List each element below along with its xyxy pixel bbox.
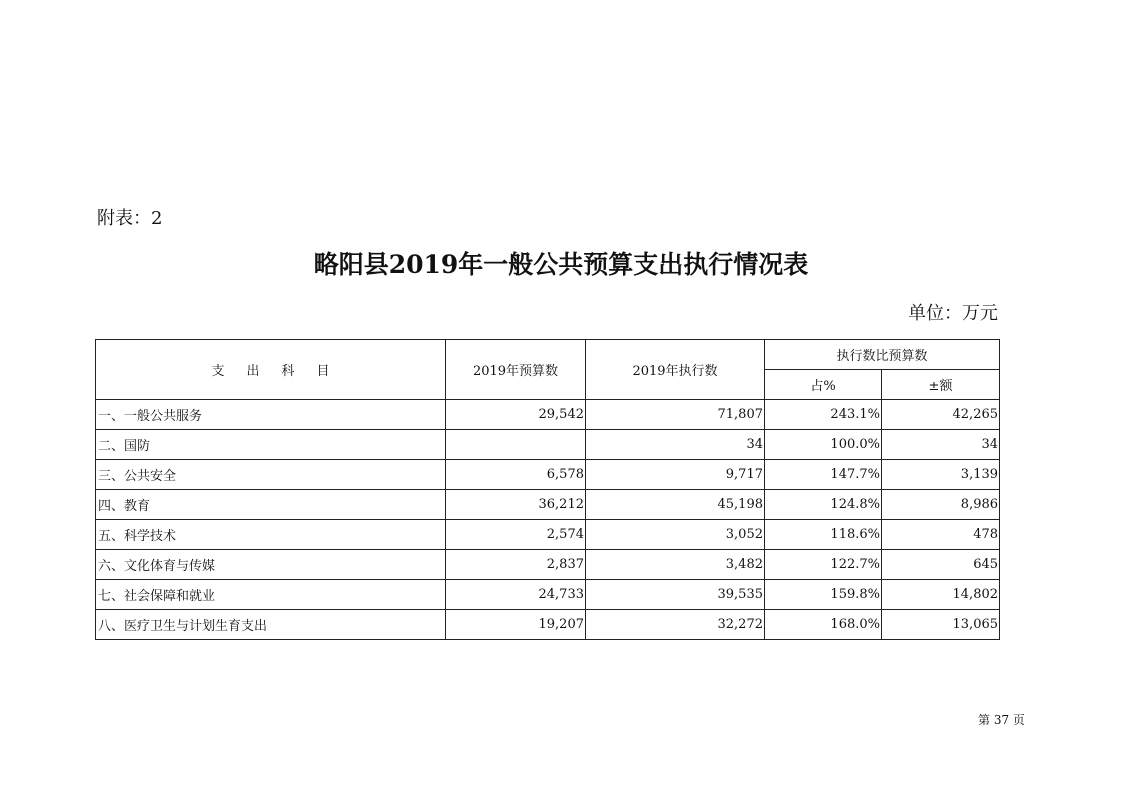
table-row xyxy=(96,490,1000,520)
header-budget: 2019年预算数 xyxy=(446,340,586,400)
cell-difference: 478 xyxy=(882,520,1000,550)
cell-difference: 14,802 xyxy=(882,580,1000,610)
table-row xyxy=(96,580,1000,610)
cell-difference: 8,986 xyxy=(882,490,1000,520)
cell-difference: 645 xyxy=(882,550,1000,580)
cell-budget: 24,733 xyxy=(446,580,586,610)
cell-budget: 6,578 xyxy=(446,460,586,490)
cell-execution: 3,052 xyxy=(586,520,765,550)
cell-difference: 3,139 xyxy=(882,460,1000,490)
cell-subject: 三、公共安全 xyxy=(96,460,446,490)
table-header-row xyxy=(96,340,1000,370)
table-row xyxy=(96,610,1000,640)
cell-budget xyxy=(446,430,586,460)
cell-execution: 71,807 xyxy=(586,400,765,430)
table-row xyxy=(96,520,1000,550)
cell-percent: 159.8% xyxy=(765,580,882,610)
cell-difference: 34 xyxy=(882,430,1000,460)
cell-percent: 100.0% xyxy=(765,430,882,460)
table-row xyxy=(96,400,1000,430)
table-row xyxy=(96,430,1000,460)
cell-difference: 42,265 xyxy=(882,400,1000,430)
cell-percent: 168.0% xyxy=(765,610,882,640)
header-percent: 占% xyxy=(765,370,882,400)
cell-percent: 243.1% xyxy=(765,400,882,430)
cell-subject: 七、社会保障和就业 xyxy=(96,580,446,610)
table-row xyxy=(96,550,1000,580)
table-body xyxy=(96,400,1000,640)
cell-budget: 29,542 xyxy=(446,400,586,430)
cell-subject: 六、文化体育与传媒 xyxy=(96,550,446,580)
cell-execution: 39,535 xyxy=(586,580,765,610)
header-execution: 2019年执行数 xyxy=(586,340,765,400)
budget-table xyxy=(95,339,1000,640)
cell-execution: 45,198 xyxy=(586,490,765,520)
cell-execution: 34 xyxy=(586,430,765,460)
table-row xyxy=(96,460,1000,490)
cell-percent: 147.7% xyxy=(765,460,882,490)
header-difference: ±额 xyxy=(882,370,1000,400)
attachment-label: 附表：2 xyxy=(97,208,163,229)
cell-subject: 一、一般公共服务 xyxy=(96,400,446,430)
cell-budget: 36,212 xyxy=(446,490,586,520)
unit-label: 单位：万元 xyxy=(908,303,998,324)
cell-execution: 9,717 xyxy=(586,460,765,490)
cell-difference: 13,065 xyxy=(882,610,1000,640)
cell-budget: 2,574 xyxy=(446,520,586,550)
cell-percent: 124.8% xyxy=(765,490,882,520)
cell-subject: 二、国防 xyxy=(96,430,446,460)
cell-subject: 五、科学技术 xyxy=(96,520,446,550)
cell-execution: 32,272 xyxy=(586,610,765,640)
cell-budget: 2,837 xyxy=(446,550,586,580)
page-number: 第 37 页 xyxy=(978,713,1025,727)
cell-budget: 19,207 xyxy=(446,610,586,640)
cell-subject: 八、医疗卫生与计划生育支出 xyxy=(96,610,446,640)
cell-percent: 118.6% xyxy=(765,520,882,550)
header-subject: 支出科目 xyxy=(96,340,446,400)
cell-execution: 3,482 xyxy=(586,550,765,580)
header-comparison-group: 执行数比预算数 xyxy=(765,340,1000,370)
page-title: 略阳县2019年一般公共预算支出执行情况表 xyxy=(313,250,809,279)
cell-subject: 四、教育 xyxy=(96,490,446,520)
cell-percent: 122.7% xyxy=(765,550,882,580)
